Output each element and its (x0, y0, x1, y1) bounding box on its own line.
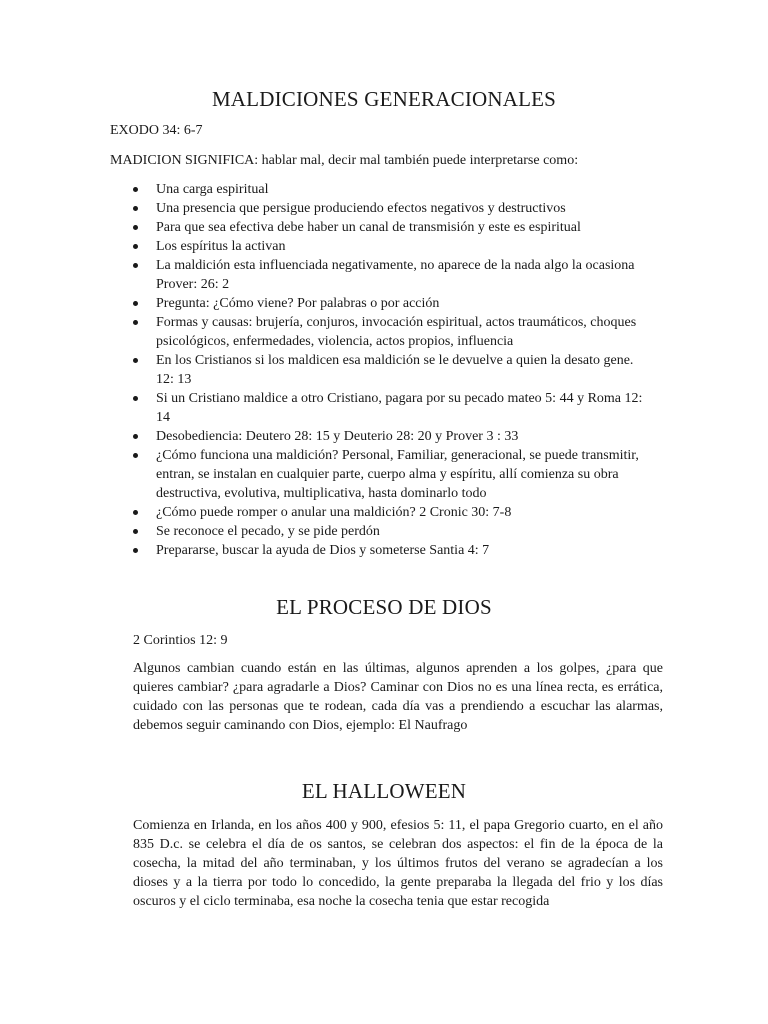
list-item: Se reconoce el pecado, y se pide perdón (131, 522, 651, 541)
scripture-reference-exodo: EXODO 34: 6-7 (110, 123, 203, 138)
list-item: Desobediencia: Deutero 28: 15 y Deuterio 28: 20 y Prover 3 : 33 (131, 427, 651, 446)
list-item: Si un Cristiano maldice a otro Cristiano, pagara por su pecado mateo 5: 44 y Roma 12: 14 (131, 389, 651, 427)
scripture-reference-corintios: 2 Corintios 12: 9 (133, 633, 228, 648)
list-item: En los Cristianos si los maldicen esa maldición se le devuelve a quien la desato gene. 12: 13 (131, 351, 651, 389)
list-item: Una presencia que persigue produciendo efectos negativos y destructivos (131, 199, 651, 218)
definition-line: MADICION SIGNIFICA: hablar mal, decir mal también puede interpretarse como: (110, 153, 579, 168)
section-title-maldiciones: MALDICIONES GENERACIONALES (211, 87, 557, 111)
list-item: Una carga espiritual (131, 180, 651, 199)
bullet-list (131, 180, 651, 560)
list-item: Para que sea efectiva debe haber un canal de transmisión y este es espiritual (131, 218, 651, 237)
list-item: La maldición esta influenciada negativamente, no aparece de la nada algo la ocasiona Prover: 26: 2 (131, 256, 651, 294)
list-item: Prepararse, buscar la ayuda de Dios y someterse Santia 4: 7 (131, 541, 651, 560)
section-title-proceso: EL PROCESO DE DIOS (276, 595, 492, 619)
section-title-halloween: EL HALLOWEEN (301, 779, 467, 803)
list-item: Formas y causas: brujería, conjuros, invocación espiritual, actos traumáticos, choques psicológicos, enfermedades, violencia, actos propios, influencia (131, 313, 651, 351)
list-item: Pregunta: ¿Cómo viene? Por palabras o por acción (131, 294, 651, 313)
list-item: Los espíritus la activan (131, 237, 651, 256)
list-item: ¿Cómo puede romper o anular una maldición? 2 Cronic 30: 7-8 (131, 503, 651, 522)
list-item: ¿Cómo funciona una maldición? Personal, Familiar, generacional, se puede transmitir, entran, se instalan en cualquier parte, cuerpo alma y espíritu, allí comienza su obra destructiva, evolutiva, multiplicativa, hasta dominarlo todo (131, 446, 651, 503)
paragraph-proceso: Algunos cambian cuando están en las últimas, algunos aprenden a los golpes, ¿para que quieres cambiar? ¿para agradarle a Dios? Caminar con Dios no es una línea recta, es errática, cuidado con las personas que te rodean, cada día vas a prendiendo a escuchar las alarmas, debemos seguir caminando con Dios, ejemplo: El Naufrago (133, 661, 663, 733)
paragraph-halloween: Comienza en Irlanda, en los años 400 y 900, efesios 5: 11, el papa Gregorio cuarto, en el año 835 D.c. se celebra el día de os santos, se celebran dos aspectos: el fin de la época de la cosecha, la mitad del año terminaban, y los últimos frutos del verano se agradecían a los dioses y a la tierra por todo lo concedido, la gente preparaba la llegada del frio y los días oscuros y el ciclo terminaba, esa noche la cosecha tenia que estar recogida (133, 818, 663, 909)
